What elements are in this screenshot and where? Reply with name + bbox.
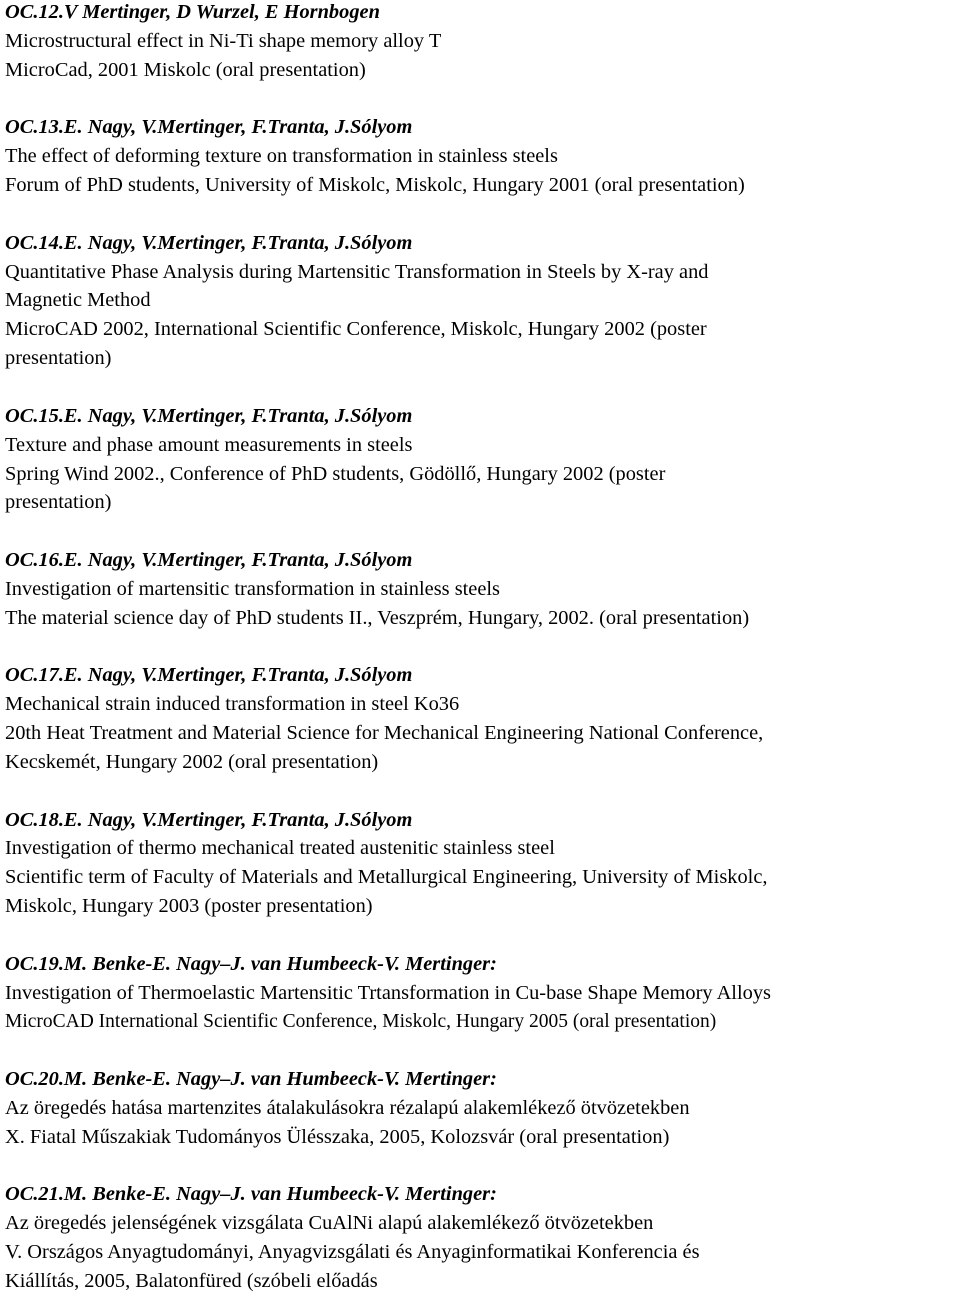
entry-venue: Scientific term of Faculty of Materials and Metallurgical Engineering, University of Miskolc, <box>5 866 768 889</box>
entry-title: Investigation of thermo mechanical treated austenitic stainless steel <box>5 837 555 860</box>
entry-venue-continued: Kecskemét, Hungary 2002 (oral presentation) <box>5 751 379 773</box>
entry-spacer <box>5 85 960 114</box>
publication-entry <box>5 1180 960 1296</box>
entry-title: Quantitative Phase Analysis during Martensitic Transformation in Steels by X-ray and <box>5 260 709 283</box>
entry-venue-continued: Kiállítás, 2005, Balatonfüred (szóbeli előadás <box>5 1270 378 1293</box>
publication-entry <box>5 546 960 633</box>
entry-heading: OC.13.E. Nagy, V.Mertinger, F.Tranta, J.Sólyom <box>5 116 413 139</box>
entry-spacer <box>5 373 960 402</box>
publication-entry <box>5 402 960 518</box>
entry-spacer <box>5 1036 960 1065</box>
entry-venue: Forum of PhD students, University of Miskolc, Miskolc, Hungary 2001 (oral presentation) <box>5 174 745 197</box>
entry-spacer <box>5 200 960 229</box>
entry-title: The effect of deforming texture on transformation in stainless steels <box>5 145 558 168</box>
entry-heading: OC.16.E. Nagy, V.Mertinger, F.Tranta, J.Sólyom <box>5 548 413 571</box>
entry-venue: 20th Heat Treatment and Material Science for Mechanical Engineering National Conference, <box>5 722 764 745</box>
entry-heading: OC.17.E. Nagy, V.Mertinger, F.Tranta, J.Sólyom <box>5 664 413 687</box>
publication-entry <box>5 113 960 200</box>
publication-entry <box>5 661 960 777</box>
entry-venue-continued: presentation) <box>5 491 112 514</box>
entry-title: Az öregedés hatása martenzites átalakulásokra rézalapú alakemlékező ötvözetekben <box>5 1096 690 1119</box>
entry-venue-continued: presentation) <box>5 347 112 370</box>
publication-entry <box>5 806 960 922</box>
entry-heading: OC.18.E. Nagy, V.Mertinger, F.Tranta, J.Sólyom <box>5 808 413 831</box>
entry-title: Microstructural effect in Ni-Ti shape memory alloy T <box>5 29 442 52</box>
publication-entry <box>5 1065 960 1152</box>
entry-heading: OC.20.M. Benke-E. Nagy–J. van Humbeeck-V. Mertinger: <box>5 1068 497 1091</box>
entry-title: Texture and phase amount measurements in steels <box>5 433 413 456</box>
entry-venue: V. Országos Anyagtudományi, Anyagvizsgálati és Anyaginformatikai Konferencia és <box>5 1241 700 1264</box>
entry-title: Investigation of martensitic transformation in stainless steels <box>5 577 501 600</box>
entry-venue: The material science day of PhD students II., Veszprém, Hungary, 2002. (oral presentation) <box>5 606 750 629</box>
entry-venue: Spring Wind 2002., Conference of PhD students, Gödöllő, Hungary 2002 (poster <box>5 462 666 485</box>
entry-heading: OC.19.M. Benke-E. Nagy–J. van Humbeeck-V. Mertinger: <box>5 952 497 975</box>
publication-entry <box>5 950 960 1037</box>
entry-heading: OC.14.E. Nagy, V.Mertinger, F.Tranta, J.Sólyom <box>5 231 413 254</box>
entry-heading: OC.12.V Mertinger, D Wurzel, E Hornbogen <box>5 1 380 23</box>
entry-title: Mechanical strain induced transformation in steel Ko36 <box>5 693 460 716</box>
publication-entry <box>5 0 960 85</box>
entry-venue: MicroCAD International Scientific Conference, Miskolc, Hungary 2005 (oral presentation) <box>5 1010 717 1032</box>
entry-spacer <box>5 777 960 806</box>
entry-title: Investigation of Thermoelastic Martensitic Trtansformation in Cu-base Shape Memory Alloys <box>5 981 771 1004</box>
entry-title-continued: Magnetic Method <box>5 289 151 312</box>
entry-venue: X. Fiatal Műszakiak Tudományos Ülésszaka, 2005, Kolozsvár (oral presentation) <box>5 1125 670 1148</box>
entry-spacer <box>5 633 960 662</box>
entry-spacer <box>5 1152 960 1181</box>
entry-venue: MicroCAD 2002, International Scientific Conference, Miskolc, Hungary 2002 (poster <box>5 318 707 341</box>
publication-entry <box>5 229 960 374</box>
entry-heading: OC.21.M. Benke-E. Nagy–J. van Humbeeck-V. Mertinger: <box>5 1183 497 1206</box>
entry-spacer <box>5 517 960 546</box>
entry-venue: MicroCad, 2001 Miskolc (oral presentation) <box>5 58 366 81</box>
entry-heading: OC.15.E. Nagy, V.Mertinger, F.Tranta, J.Sólyom <box>5 404 413 427</box>
entry-venue-continued: Miskolc, Hungary 2003 (poster presentation) <box>5 895 373 918</box>
entry-spacer <box>5 921 960 950</box>
entry-title: Az öregedés jelenségének vizsgálata CuAlNi alapú alakemlékező ötvözetekben <box>5 1212 654 1235</box>
